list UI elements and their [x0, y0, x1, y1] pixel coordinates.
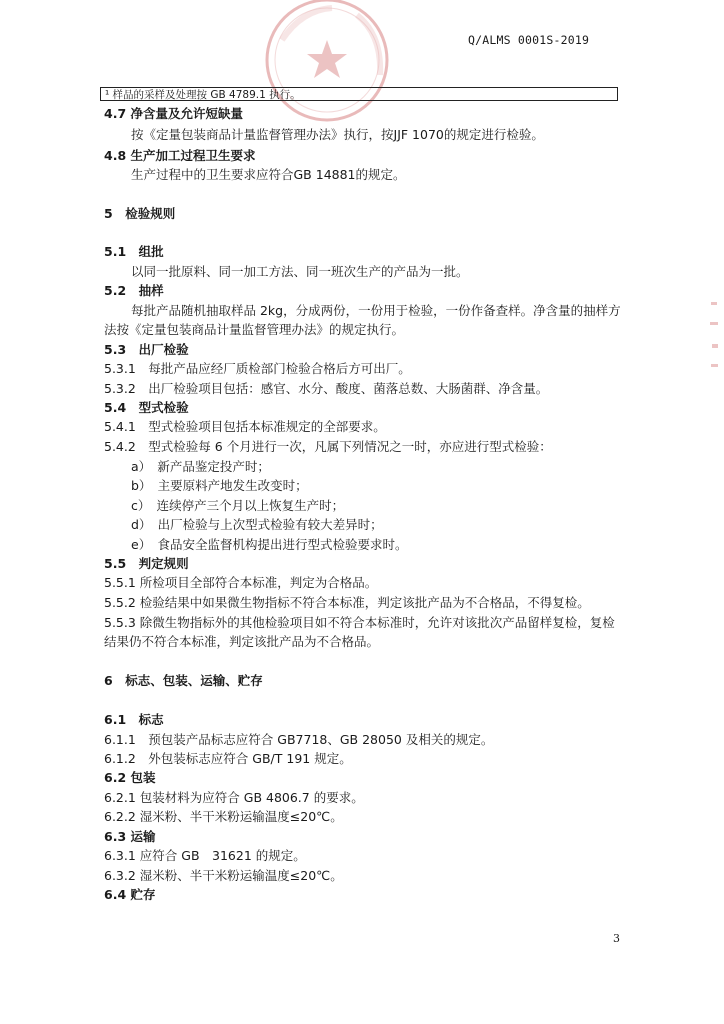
paragraph-line: 5.4.1 型式检验项目包括本标准规定的全部要求。 [104, 419, 386, 434]
chapter-heading: 5 检验规则 [104, 206, 176, 221]
list-item: e） 食品安全监督机构提出进行型式检验要求时。 [131, 537, 408, 552]
paragraph-line: 5.5.3 除微生物指标外的其他检验项目如不符合本标准时，允许对该批次产品留样复检，复检 [104, 615, 615, 630]
standard-code-header: Q/ALMS 0001S-2019 [468, 33, 590, 47]
section-heading: 5.3 出厂检验 [104, 342, 189, 357]
section-heading: 5.4 型式检验 [104, 400, 189, 415]
page-edge-seal-mark [708, 298, 722, 378]
paragraph-line: 6.2.1 包装材料为应符合 GB 4806.7 的要求。 [104, 790, 364, 805]
table-footnote-row: ¹ 样品的采样及处理按 GB 4789.1 执行。 [100, 87, 618, 101]
list-item: d） 出厂检验与上次型式检验有较大差异时； [131, 517, 383, 532]
section-heading: 5.2 抽样 [104, 283, 164, 298]
chapter-heading: 6 标志、包装、运输、贮存 [104, 673, 263, 688]
section-heading: 6.4 贮存 [104, 887, 156, 902]
section-heading: 5.5 判定规则 [104, 556, 189, 571]
list-item: b） 主要原料产地发生改变时； [131, 478, 308, 493]
paragraph-line: 按《定量包装商品计量监督管理办法》执行，按JJF 1070的规定进行检验。 [131, 127, 544, 142]
paragraph-line: 6.1.1 预包装产品标志应符合 GB7718、GB 28050 及相关的规定。 [104, 732, 494, 747]
paragraph-line: 每批产品随机抽取样品 2kg，分成两份，一份用于检验，一份作备查样。净含量的抽样方 [131, 303, 621, 318]
section-heading: 6.3 运输 [104, 829, 156, 844]
paragraph-line: 生产过程中的卫生要求应符合GB 14881的规定。 [131, 167, 406, 182]
list-item: a） 新产品鉴定投产时； [131, 459, 270, 474]
section-heading: 5.1 组批 [104, 244, 164, 259]
section-heading: 4.8 生产加工过程卫生要求 [104, 148, 256, 163]
paragraph-line: 6.2.2 湿米粉、半干米粉运输温度≤20℃。 [104, 809, 343, 824]
section-heading: 6.1 标志 [104, 712, 164, 727]
paragraph-line: 法按《定量包装商品计量监督管理办法》的规定执行。 [104, 322, 405, 337]
official-seal-stamp [262, 0, 392, 130]
paragraph-line: 5.4.2 型式检验每 6 个月进行一次，凡属下列情况之一时，亦应进行型式检验： [104, 439, 552, 454]
paragraph-line: 6.3.2 湿米粉、半干米粉运输温度≤20℃。 [104, 868, 343, 883]
section-heading: 4.7 净含量及允许短缺量 [104, 106, 243, 121]
paragraph-line: 5.3.1 每批产品应经厂质检部门检验合格后方可出厂。 [104, 361, 411, 376]
paragraph-line: 5.5.1 所检项目全部符合本标准，判定为合格品。 [104, 575, 378, 590]
paragraph-line: 5.5.2 检验结果中如果微生物指标不符合本标准，判定该批产品为不合格品，不得复检。 [104, 595, 590, 610]
list-item: c） 连续停产三个月以上恢复生产时； [131, 498, 345, 513]
page-number: 3 [613, 932, 620, 945]
paragraph-line: 5.3.2 出厂检验项目包括：感官、水分、酸度、菌落总数、大肠菌群、净含量。 [104, 381, 549, 396]
paragraph-line: 以同一批原料、同一加工方法、同一班次生产的产品为一批。 [131, 264, 469, 279]
paragraph-line: 结果仍不符合本标准，判定该批产品为不合格品。 [104, 634, 380, 649]
paragraph-line: 6.3.1 应符合 GB 31621 的规定。 [104, 848, 306, 863]
paragraph-line: 6.1.2 外包装标志应符合 GB/T 191 规定。 [104, 751, 352, 766]
section-heading: 6.2 包装 [104, 770, 156, 785]
